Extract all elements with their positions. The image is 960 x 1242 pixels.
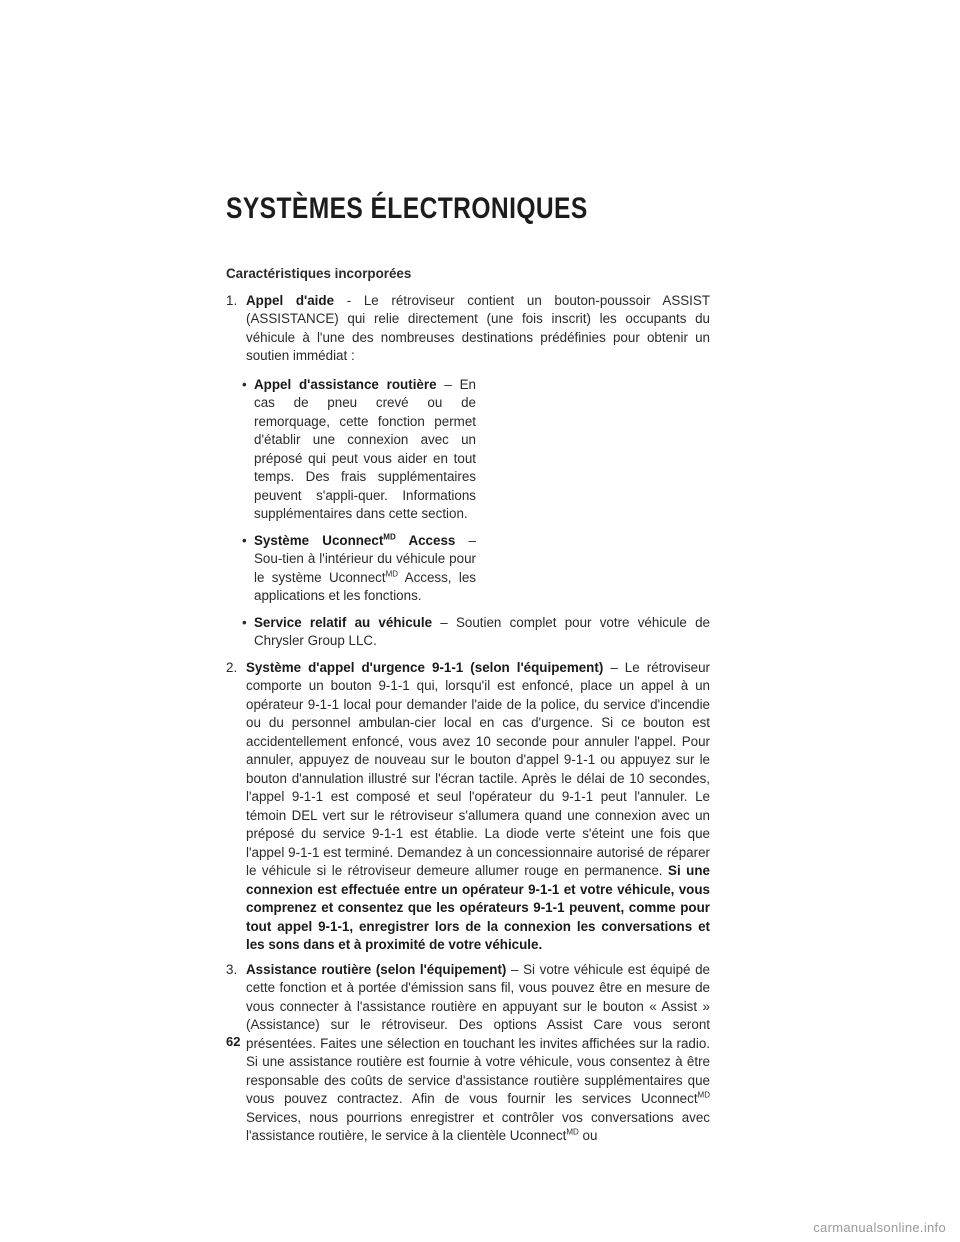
item-bold-tail: Si une connexion est effectuée entre un opérateur 9-1-1 et votre véhicule, vous comprenez et consentez que les opérateurs 9-1-1 peuvent, comme pour tout appel 9-1-1, enregistrer lors de la connexion les conversations et les sons dans et à proximité de votre véhicule.: [246, 863, 710, 952]
list-item-3: [226, 961, 710, 1146]
bullet-icon: •: [242, 376, 247, 392]
list-item-2: [226, 659, 710, 955]
item-sup: MD: [566, 1127, 579, 1137]
item-lead: Système d'appel d'urgence 9-1-1 (selon l'équipement): [246, 659, 604, 675]
bullet-text: – Sou-tien à l'intérieur du véhicule pour le système Uconnect$^{MD}$ Access, les applications et les fonctions.: [254, 532, 476, 603]
item-text-3: ou: [578, 1128, 598, 1143]
page-number: 62: [226, 1034, 241, 1049]
main-content: [226, 265, 710, 1146]
bullet-icon: •: [242, 614, 247, 630]
bullet-lead: Service relatif au véhicule: [254, 614, 433, 630]
bullet-item-uconnect: [240, 532, 476, 606]
bullet-text: – Soutien complet pour votre véhicule de Chrysler Group LLC.: [254, 614, 710, 648]
item-number: 3.: [226, 961, 238, 977]
bullet-lead: Appel d'assistance routière: [254, 376, 437, 392]
section-heading: Caractéristiques incorporées: [226, 266, 412, 281]
bullet-icon: •: [242, 532, 247, 548]
item-sup: MD: [697, 1090, 710, 1100]
item-text: – Si votre véhicule est équipé de cette fonction et à portée d'émission sans fil, vous pouvez être en mesure de vous connecter à l'assistance routière en appuyant sur le bouton « Assist » (Assistance) sur le rétroviseur. Des options Assist Care vous seront présentées. Faites une sélection en touchant les invites affichées sur la radio. Si une assistance routière est fournie à votre véhicule, vous consentez à être responsable des coûts de service d'assistance routière supplémentaires que vous pouvez contractez. Afin de vous fournir les services Uconnect: [246, 961, 710, 1106]
item-number: 2.: [226, 659, 238, 675]
list-item-1: [226, 292, 710, 366]
item-lead: Assistance routière (selon l'équipement): [246, 961, 507, 977]
bullet-list: [240, 376, 710, 651]
item-text: – Le rétroviseur comporte un bouton 9-1-1 qui, lorsqu'il est enfoncé, place un appel à un opérateur 9-1-1 local pour demander l'aide de la police, du service d'incendie ou du personnel ambulan-cier local en cas d'urgence. Si ce bouton est accidentellement enfoncé, vous avez 10 seconde pour annuler l'appel. Pour annuler, appuyez de nouveau sur le bouton d'appel 9-1-1 ou appuyez sur le bouton d'annulation illustré sur l'écran tactile. Après le délai de 10 secondes, l'appel 9-1-1 est composé et seul l'opérateur du 9-1-1 peut l'annuler. Le témoin DEL vert sur le rétroviseur s'allumera quand une connexion avec un préposé du service 9-1-1 est établie. La diode verte s'éteint une fois que l'appel 9-1-1 est terminé. Demandez à un concessionnaire autorisé de réparer le véhicule si le rétroviseur demeure allumer rouge en permanence.: [246, 659, 710, 878]
item-text-2: Services, nous pourrions enregistrer et contrôler vos conversations avec l'assistance routière, le service à la clientèle Uconnect: [246, 1109, 710, 1143]
item-number: 1.: [226, 292, 238, 308]
watermark: carmanualsonline.info: [813, 1220, 946, 1235]
bullet-lead: Système Uconnect$^{MD}$ Access: [254, 532, 456, 548]
bullet-item-roadside: [240, 376, 476, 524]
bullet-item-vehicle: [240, 614, 710, 651]
item-text: - Le rétroviseur contient un bouton-poussoir ASSIST (ASSISTANCE) qui relie directement (une fois inscrit) les occupants du véhicule à l'une des nombreuses destinations prédéfinies pour obtenir un soutien immédiat :: [246, 292, 711, 363]
item-lead: Appel d'aide: [246, 292, 335, 308]
page-title: SYSTÈMES ÉLECTRONIQUES: [226, 192, 588, 225]
bullet-text: – En cas de pneu crevé ou de remorquage, cette fonction permet d'établir une connexion avec un préposé qui peut vous aider en tout temps. Des frais supplémentaires peuvent s'appli-quer. Informations supplémentaires dans cette section.: [254, 376, 476, 521]
